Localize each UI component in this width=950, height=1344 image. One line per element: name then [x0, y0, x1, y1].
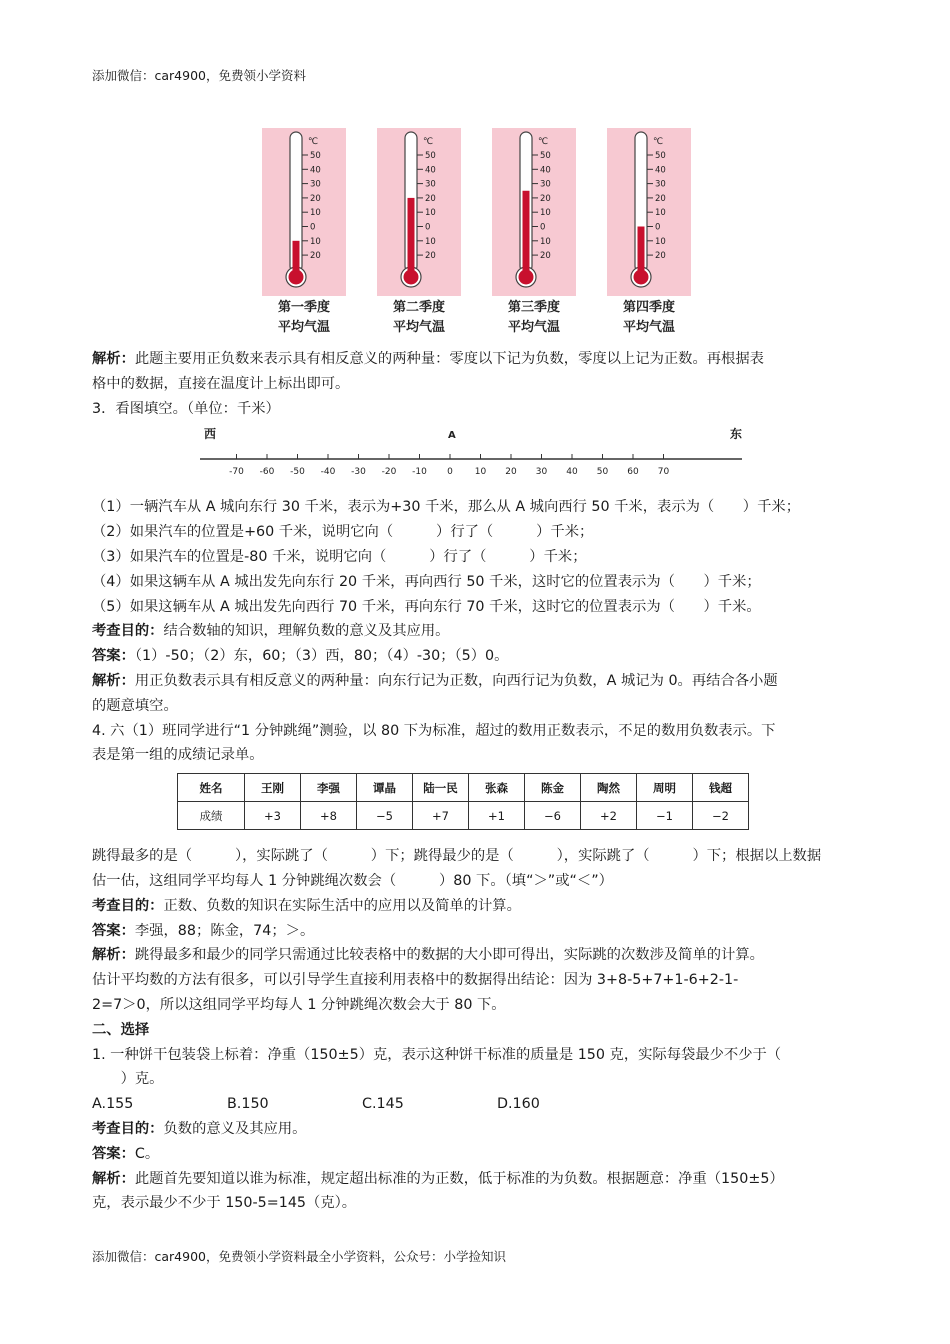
scale-label: 10: [655, 236, 666, 247]
scale-label: 50: [310, 151, 321, 161]
tick-label: 20: [505, 467, 517, 477]
tick-label: 30: [535, 467, 548, 477]
scale-label: 40: [425, 165, 436, 176]
origin-label: A: [448, 430, 456, 441]
scale-label: 10: [310, 236, 321, 247]
mercury-column: [293, 241, 300, 274]
score-cell: −1: [637, 802, 693, 830]
analysis-line: 解析：用正负数表示具有相反意义的两种量：向东行记为正数，向西行记为负数，A 城记为 0。再结合各小题: [92, 672, 778, 689]
thermometer-q2: [377, 128, 461, 338]
question-4-text: 表是第一组的成绩记录单。: [92, 747, 264, 764]
scale-label: 10: [310, 208, 321, 219]
number-line-spacer: [92, 421, 864, 495]
score-cell: +8: [301, 802, 357, 830]
section-heading: 二、选择: [92, 1021, 150, 1038]
scale-label: 20: [310, 193, 321, 204]
question-4-text: 4. 六（1）班同学进行“1 分钟跳绳”测验，以 80 下为标准，超过的数用正数表示，不足的数用负数表示。下: [92, 722, 776, 739]
scale-label: 0: [425, 222, 431, 233]
thermometer-card: [262, 128, 346, 296]
question-3-title: 3．看图填空。（单位：千米）: [92, 400, 280, 417]
thermometer-q4: [607, 128, 691, 338]
west-label: 西: [204, 427, 217, 441]
thermometer-figure: [262, 128, 692, 343]
analysis-line: 格中的数据，直接在温度计上标出即可。: [92, 375, 350, 392]
thermometer-graphic: [262, 128, 346, 296]
tick-label: 40: [566, 467, 578, 477]
tick-label: -60: [259, 467, 275, 477]
scale-label: 30: [540, 179, 551, 190]
name-cell: 周明: [637, 774, 693, 802]
scale-label: 0: [655, 222, 661, 233]
thermometer-caption: 第二季度 平均气温: [392, 300, 445, 335]
score-cell: −2: [693, 802, 749, 830]
question-4-fill: 估一估，这组同学平均每人 1 分钟跳绳次数会（ ）80 下。（填“＞”或“＜”）: [92, 872, 613, 889]
name-cell: 陆一民: [413, 774, 469, 802]
mercury-column: [408, 198, 415, 274]
table-header-cell: 成绩: [178, 802, 245, 830]
unit-label: ℃: [653, 137, 664, 147]
thermometer-card: [492, 128, 576, 296]
scale-label: 20: [310, 251, 321, 262]
name-cell: 王刚: [245, 774, 301, 802]
question-3-item: （2）如果汽车的位置是+60 千米，说明它向（ ）行了（ ）千米；: [92, 524, 594, 541]
east-label: 东: [730, 427, 743, 441]
question-4-fill: 跳得最多的是（ ），实际跳了（ ）下；跳得最少的是（ ），实际跳了（ ）下；根据以上数据: [92, 848, 822, 865]
analysis-line: 解析：跳得最多和最少的同学只需通过比较表格中的数据的大小即可得出，实际跳的次数涉及简单的计算。: [92, 947, 764, 964]
scale-label: 10: [425, 236, 436, 247]
option-c: C.145: [362, 1096, 404, 1113]
tick-label: 0: [447, 467, 453, 477]
scale-label: 20: [655, 193, 666, 204]
scale-label: 30: [655, 179, 666, 190]
scale-label: 20: [425, 251, 436, 262]
question-3-item: （4）如果这辆车从 A 城出发先向东行 20 千米，再向西行 50 千米，这时它的位置表示为（ ）千米；: [92, 573, 761, 590]
analysis-line: 的题意填空。: [92, 697, 178, 714]
thermometer-caption: 第四季度 平均气温: [622, 300, 675, 335]
tick-label: -70: [229, 467, 244, 477]
table-spacer: [92, 768, 864, 844]
name-cell: 谭晶: [357, 774, 413, 802]
tick-label: 60: [627, 467, 639, 477]
tick-label: -50: [290, 467, 305, 477]
score-cell: −6: [525, 802, 581, 830]
analysis-line: 解析：此题主要用正负数来表示具有相反意义的两种量：零度以下记为负数，零度以上记为正数。再根据表: [92, 351, 764, 367]
mc-question: ）克。: [92, 1071, 164, 1088]
score-cell: −5: [357, 802, 413, 830]
unit-label: ℃: [423, 137, 434, 147]
document-body: [92, 347, 864, 1216]
tick-label: 10: [474, 467, 487, 477]
scale-label: 40: [540, 165, 551, 176]
unit-label: ℃: [308, 137, 319, 147]
option-b: B.150: [227, 1096, 269, 1113]
mc-options: [92, 1092, 864, 1117]
answer-line: 答案：（1）-50；（2）东，60；（3）西，80；（4）-30；（5）0。: [92, 648, 509, 665]
tick-label: 50: [596, 467, 609, 477]
scale-label: 20: [540, 251, 551, 262]
answer-line: 答案：李强，88；陈金，74；＞。: [92, 922, 315, 939]
scale-label: 50: [425, 151, 436, 161]
question-3-item: （1）一辆汽车从 A 城向东行 30 千米，表示为+30 千米，那么从 A 城向西行 50 千米，表示为（ ）千米；: [92, 499, 800, 516]
scale-label: 20: [540, 193, 551, 204]
goal-line: 考查目的：正数、负数的知识在实际生活中的应用以及简单的计算。: [92, 897, 521, 914]
thermometer-caption: 第一季度 平均气温: [277, 300, 330, 335]
scale-label: 50: [655, 151, 666, 161]
scale-label: 10: [425, 208, 436, 219]
score-cell: +2: [581, 802, 637, 830]
answer-line: 答案：C。: [92, 1145, 160, 1162]
name-cell: 李强: [301, 774, 357, 802]
scale-label: 30: [425, 179, 436, 190]
thermometer-card: [377, 128, 461, 296]
thermometer-graphic: [607, 128, 691, 296]
scale-label: 40: [655, 165, 666, 176]
thermometer-graphic: [492, 128, 576, 296]
scale-label: 10: [655, 208, 666, 219]
tick-label: -20: [381, 467, 397, 477]
thermometer-q1: [262, 128, 346, 338]
scale-label: 30: [310, 179, 321, 190]
tick-label: -30: [351, 467, 366, 477]
mercury-column: [638, 227, 645, 275]
tick-label: 70: [657, 467, 670, 477]
scale-label: 20: [425, 193, 436, 204]
scale-label: 10: [540, 208, 551, 219]
analysis-line: 克，表示最少不少于 150-5=145（克）。: [92, 1195, 357, 1212]
scale-label: 50: [540, 151, 551, 161]
thermometer-caption: 第三季度 平均气温: [507, 300, 560, 335]
thermometer-card: [607, 128, 691, 296]
analysis-line: 估计平均数的方法有很多，可以引导学生直接利用表格中的数据得出结论：因为 3+8-5+7+1-6+2-1-: [92, 972, 739, 989]
name-cell: 陈金: [525, 774, 581, 802]
mercury-column: [523, 191, 530, 274]
page-header: 添加微信：car4900，免费领小学资料: [92, 68, 306, 83]
name-cell: 陶然: [581, 774, 637, 802]
score-cell: +1: [469, 802, 525, 830]
scale-label: 20: [655, 251, 666, 262]
question-3-item: （3）如果汽车的位置是-80 千米，说明它向（ ）行了（ ）千米；: [92, 548, 587, 565]
page-footer: 添加微信：car4900，免费领小学资料最全小学资料，公众号：小学捡知识: [92, 1249, 506, 1264]
goal-line: 考查目的：负数的意义及其应用。: [92, 1120, 307, 1137]
option-d: D.160: [497, 1096, 540, 1113]
score-cell: +7: [413, 802, 469, 830]
option-a: A.155: [92, 1096, 134, 1113]
tick-label: -10: [412, 467, 427, 477]
scale-label: 0: [310, 222, 316, 233]
goal-line: 考查目的：结合数轴的知识，理解负数的意义及其应用。: [92, 623, 450, 640]
analysis-line: 解析：此题首先要知道以谁为标准，规定超出标准的为正数，低于标准的为负数。根据题意：净重（150±5）: [92, 1170, 784, 1187]
mc-question: 1. 一种饼干包装袋上标着：净重（150±5）克，表示这种饼干标准的质量是 150 克，实际每袋最少不少于（: [92, 1046, 782, 1063]
thermometer-graphic: [377, 128, 461, 296]
unit-label: ℃: [538, 137, 549, 147]
analysis-line: 2=7＞0，所以这组同学平均每人 1 分钟跳绳次数会大于 80 下。: [92, 996, 506, 1013]
scale-label: 0: [540, 222, 546, 233]
tick-label: -40: [320, 467, 336, 477]
score-cell: +3: [245, 802, 301, 830]
question-3-item: （5）如果这辆车从 A 城出发先向西行 70 千米，再向东行 70 千米，这时它的位置表示为（ ）千米。: [92, 598, 761, 615]
scale-label: 40: [310, 165, 321, 176]
name-cell: 张森: [469, 774, 525, 802]
thermometer-q3: [492, 128, 576, 338]
scale-label: 10: [540, 236, 551, 247]
table-header-cell: 姓名: [178, 774, 245, 802]
name-cell: 钱超: [693, 774, 749, 802]
